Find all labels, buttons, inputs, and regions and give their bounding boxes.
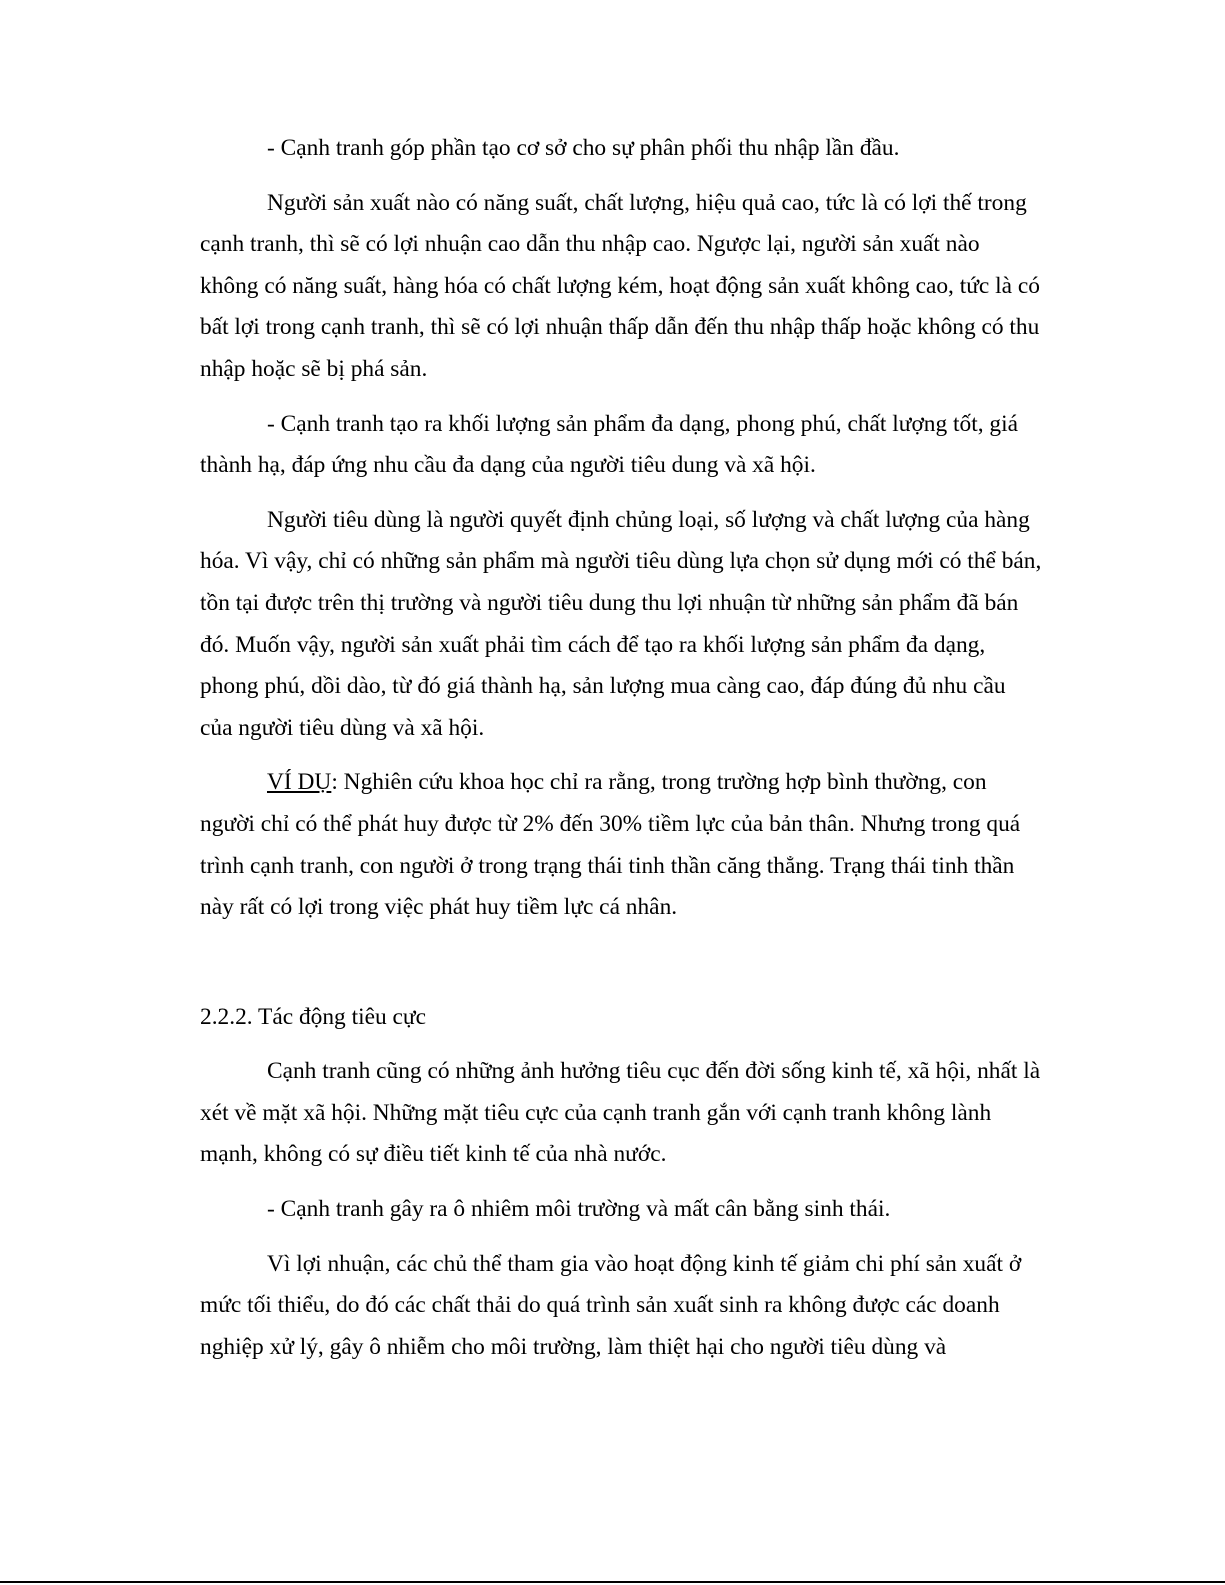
page-bottom-border bbox=[0, 1581, 1225, 1583]
paragraph-income-distribution: - Cạnh tranh góp phần tạo cơ sở cho sự phân phối thu nhập lần đầu. bbox=[267, 135, 900, 161]
paragraph-consumer-decision: Người tiêu dùng là người quyết định chủng loại, số lượng và chất lượng của hàng hóa. Vì vậy, chỉ có những sản phẩm mà người tiêu dùng lựa chọn sử dụng mới có thể bán, tồn tại được trên thị trường và người tiêu dung thu lợi nhuận từ những sản phẩm đã bán đó. Muốn vậy, người sản xuất phải tìm cách để tạo ra khối lượng sản phẩm đa dạng, phong phú, dồi dào, từ đó giá thành hạ, sản lượng mua càng cao, đáp đúng đủ nhu cầu của người tiêu dùng và xã hội. bbox=[200, 506, 1042, 741]
example-text: : Nghiên cứu khoa học chỉ ra rằng, trong trường hợp bình thường, con người chỉ có thể phát huy được từ 2% đến 30% tiềm lực của bản thân. Nhưng trong quá trình cạnh tranh, con người ở trong trạng thái tinh thần căng thẳng. Trạng thái tinh thần này rất có lợi trong việc phát huy tiềm lực cá nhân. bbox=[200, 769, 1021, 921]
example-label: VÍ DỤ bbox=[267, 769, 332, 796]
paragraph-negative-effects: Cạnh tranh cũng có những ảnh hưởng tiêu cục đến đời sống kinh tế, xã hội, nhất là xét về mặt xã hội. Những mặt tiêu cực của cạnh tranh gắn với cạnh tranh không lành mạnh, không có sự điều tiết kinh tế của nhà nước. bbox=[200, 1058, 1041, 1168]
document-body bbox=[200, 128, 1042, 1381]
section-heading: 2.2.2. Tác động tiêu cực bbox=[200, 1003, 426, 1030]
paragraph-producer-advantage: Người sản xuất nào có năng suất, chất lượng, hiệu quả cao, tức là có lợi thế trong cạnh tranh, thì sẽ có lợi nhuận cao dẫn thu nhập cao. Ngược lại, người sản xuất nào không có năng suất, hàng hóa có chất lượng kém, hoạt động sản xuất không cao, tức là có bất lợi trong cạnh tranh, thì sẽ có lợi nhuận thấp dẫn đến thu nhập thấp hoặc không có thu nhập hoặc sẽ bị phá sản. bbox=[200, 189, 1040, 382]
paragraph-pollution: - Cạnh tranh gây ra ô nhiêm môi trường và mất cân bằng sinh thái. bbox=[267, 1196, 891, 1223]
paragraph-profit-costs: Vì lợi nhuận, các chủ thể tham gia vào hoạt động kinh tế giảm chi phí sản xuất ở mức tối thiểu, do đó các chất thải do quá trình sản xuất sinh ra không được các doanh nghiệp xử lý, gây ô nhiễm cho môi trường, làm thiệt hại cho người tiêu dùng và bbox=[200, 1250, 1022, 1360]
paragraph-product-diversity: - Cạnh tranh tạo ra khối lượng sản phẩm đa dạng, phong phú, chất lượng tốt, giá thành hạ, đáp ứng nhu cầu đa dạng của người tiêu dung và xã hội. bbox=[200, 410, 1019, 479]
paragraph-example bbox=[200, 762, 1042, 928]
